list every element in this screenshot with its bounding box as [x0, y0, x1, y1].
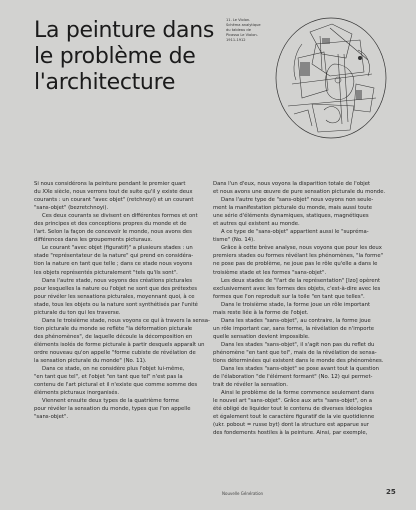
text-line: Les deux stades de "l'art de la représentation" [Izo] opèrent	[221, 277, 381, 284]
text-line: Dans le troisième stade, nous voyons ce qui à travers la sensa-	[42, 317, 210, 324]
text-line: "sans-objet" (bezretchnoyi).	[34, 205, 109, 212]
text-line: les objets représentés picturalement "tels qu'ils sont".	[34, 269, 178, 276]
text-line: Dans les stades "sans-objet", il s'agit non pas du reflet du	[221, 341, 375, 348]
title-line: le problème de	[34, 44, 196, 69]
text-line: ment la manifestation picturale du monde, mais aussi toute	[213, 205, 372, 212]
text-line: stade, tous les objets ou la nature sont synthétisés par l'unité	[34, 301, 198, 308]
caption-line: 1911-1912	[226, 38, 246, 42]
text-line: des phénomènes", de laquelle découle la décomposition en	[34, 333, 193, 340]
footer-publication: Nouvelle Génération	[222, 491, 264, 496]
text-line: pour révéler les sensations picturales, moyennant quoi, à ce	[34, 293, 195, 300]
text-line: contenu de l'art pictural et il n'existe que comme somme des	[34, 382, 198, 389]
text-line: et autres qui existent au monde.	[213, 221, 300, 228]
text-line: du XXe siècle, nous verrons tout de suite qu'il y existe deux	[34, 189, 193, 196]
page-number: 25	[386, 488, 396, 496]
text-line: (ukr. pobout = russe byt) dont la structure est apparue sur	[213, 422, 369, 429]
text-line: Ainsi le problème de la forme commence seulement dans	[221, 390, 374, 397]
text-line: Ces deux courants se divisent en différentes formes et ont	[42, 213, 198, 220]
text-line: picturale du ton qui les traverse.	[34, 309, 121, 316]
text-line: pour révéler la sensation du monde, types que l'on appelle	[34, 406, 191, 413]
left-text-column	[34, 180, 210, 421]
text-line: "sans-objet".	[34, 414, 69, 421]
text-line: un rôle important car, sans forme, la révélation de n'importe	[213, 325, 374, 332]
text-line: pour lesquelles la nature ou l'objet ne sont que des prétextes	[34, 285, 197, 292]
text-line: stade "représentateur de la nature" qui prend en considéra-	[34, 253, 194, 260]
text-line: été obligé de liquider tout le contenu de diverses idéologies	[213, 406, 373, 413]
text-line: Si nous considérons la peinture pendant le premier quart	[34, 181, 186, 187]
text-line: Dans l'un d'eux, nous voyons la disparition totale de l'objet	[213, 181, 371, 187]
caption-line: 11. Le Violon.	[226, 18, 251, 22]
title-line: l'architecture	[34, 70, 176, 95]
text-line: Dans les stades "sans-objet" se pose avant tout la question	[221, 366, 380, 373]
text-line: trait de révéler la sensation.	[213, 382, 288, 389]
title-line: La peinture dans	[34, 18, 214, 43]
caption-line: Picasso Le Violon.	[226, 33, 258, 37]
text-line: Dans l'autre stade, nous voyons des créations picturales	[42, 277, 192, 284]
article-title	[34, 18, 214, 96]
text-line: tion la nature en tant que telle ; dans ce stade nous voyons	[34, 261, 193, 268]
caption-line: Schéma analytique	[226, 23, 261, 27]
right-text-column	[213, 180, 389, 438]
text-line: Dans le troisième stade, la forme joue un rôle important	[221, 301, 371, 308]
text-line: quelle sensation devient impossible.	[213, 333, 310, 340]
text-line: des fondements hostiles à la peinture. Ainsi, par exemple,	[213, 430, 368, 437]
figure-caption	[226, 18, 274, 43]
text-line: "en tant que tel", et l'objet "en tant que tel" n'est pas la	[34, 374, 183, 381]
text-line: Grâce à cette brève analyse, nous voyons que pour les deux	[221, 245, 382, 252]
text-line: mais reste liée à la forme de l'objet.	[213, 309, 309, 316]
text-line: de l'élaboration "de l'élément formant" (No. 12) qui permet-	[213, 374, 373, 381]
text-line: tion picturale du monde se reflète "la déformation picturale	[34, 325, 193, 332]
text-line: et également tout le caractère figuratif de la vie quotidienne	[213, 414, 375, 421]
text-line: ne pose pas de problème, ne joue pas le rôle qu'elle a dans le	[213, 261, 378, 268]
text-line: A ce type de "sans-objet" appartient aussi le "supréma-	[221, 229, 369, 236]
text-line: et nous avons une œuvre de pure sensation picturale du monde.	[213, 189, 386, 196]
text-line: troisième stade et les formes "sans-objet".	[213, 269, 327, 276]
text-line: Le courant "avec objet (figuratif)" a plusieurs stades : un	[42, 245, 193, 252]
text-line: le nouvel art "sans-objet". Grâce aux arts "sans-objet", on a	[213, 398, 372, 405]
text-line: tions déterminées qui existent dans le monde des phénomènes.	[213, 358, 384, 365]
text-line: tisme" (No. 14).	[213, 237, 255, 244]
text-line: Viennent ensuite deux types de la quatrième forme	[42, 398, 179, 405]
text-line: Dans les stades "sans-objet", au contraire, la forme joue	[221, 317, 371, 324]
text-line: éléments isolés de forme picturale à partir desquels apparaît un	[34, 341, 205, 348]
text-line: Dans l'autre type de "sans-objet" nous voyons non seule-	[221, 197, 374, 204]
caption-line: du tableau de	[226, 28, 251, 32]
text-line: exclusivement avec les formes des objets, c'est-à-dire avec les	[213, 285, 381, 292]
text-line: ordre nouveau qu'on appelle "forme cubiste de révélation de	[34, 349, 196, 356]
cubist-violin-illustration	[272, 14, 390, 142]
text-line: différences dans les groupements picturaux.	[34, 237, 153, 244]
text-line: une série d'éléments dynamiques, statiques, magnétiques	[213, 213, 369, 220]
text-line: premiers stades ou formes révélant les phénomènes, "la forme"	[213, 253, 384, 260]
text-line: formes que l'on reproduit sur la toile "en tant que telles".	[213, 293, 365, 300]
text-line: courants : un courant "avec objet" (retchnoyi) et un courant	[34, 197, 194, 204]
text-line: Dans ce stade, on ne considère plus l'objet lui-même,	[42, 366, 185, 373]
text-line: la sensation picturale du monde" (No. 11).	[34, 358, 147, 365]
text-line: des principes et des conceptions propres du monde et de	[34, 221, 187, 228]
text-line: phénomène "en tant que tel", mais de la révélation de sensa-	[213, 349, 377, 356]
text-line: l'art. Selon la façon de concevoir le monde, nous avons des	[34, 229, 192, 236]
text-line: éléments picturaux inorganisés.	[34, 390, 120, 397]
